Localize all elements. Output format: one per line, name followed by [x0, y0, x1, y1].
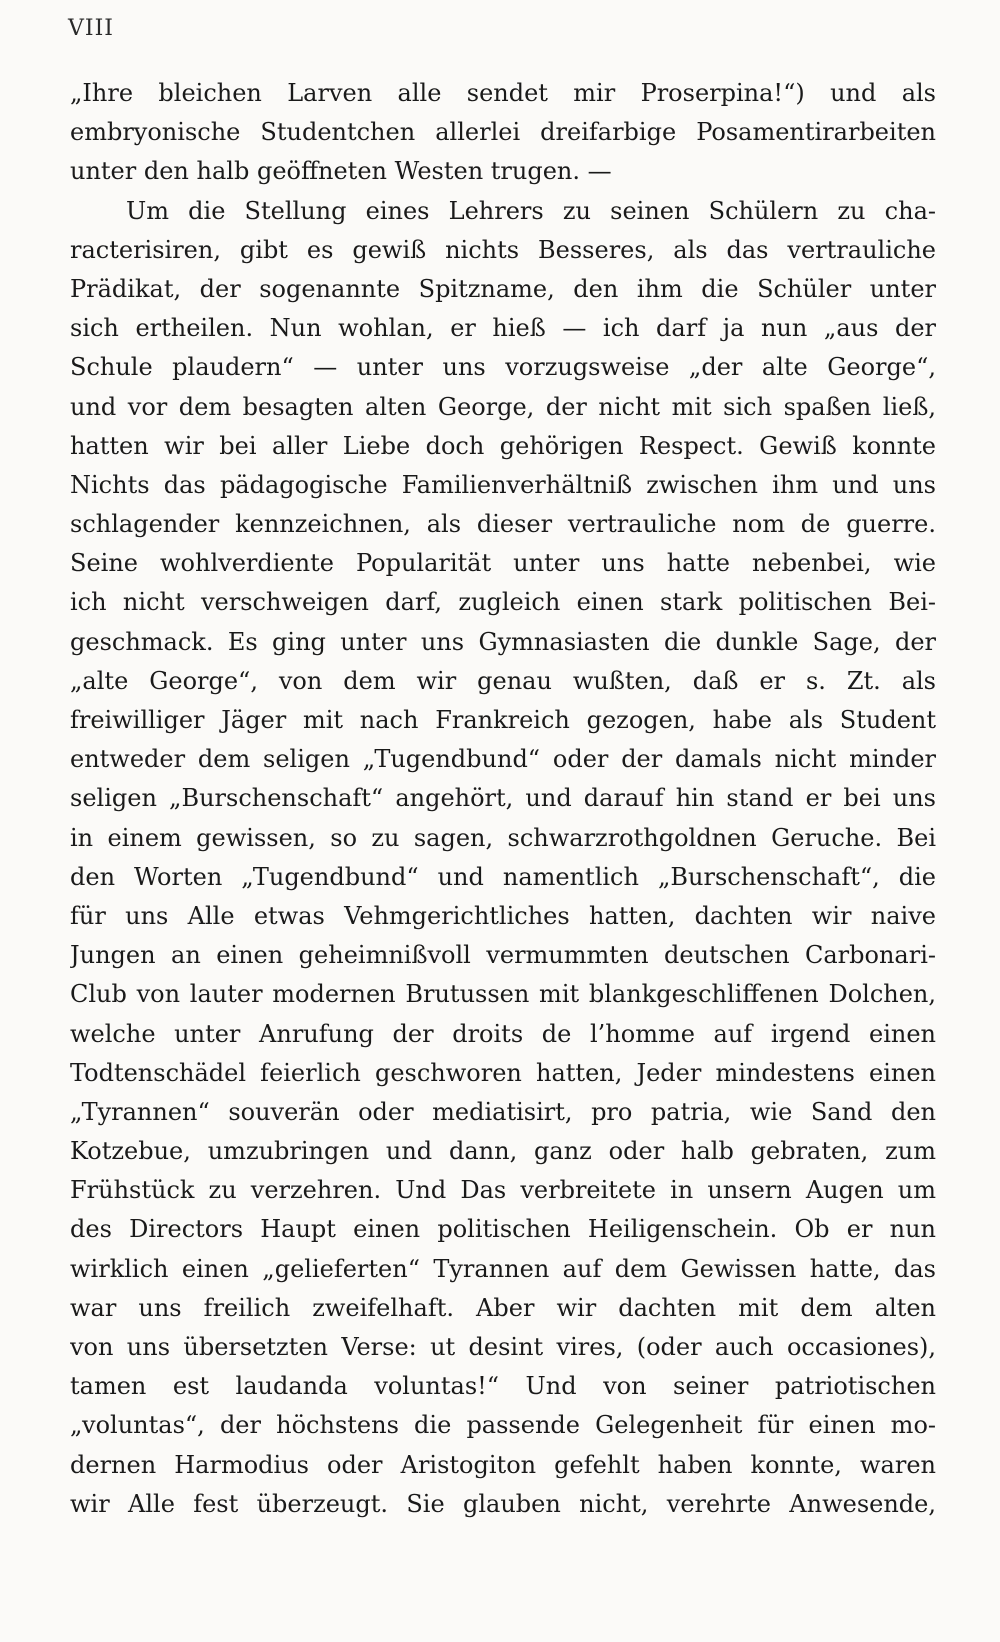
- text-line: entweder dem seligen „Tugendbund“ oder der damals nicht minder: [70, 745, 936, 774]
- text-line: Seine wohlverdiente Popularität unter uns hatte nebenbei, wie: [70, 549, 936, 578]
- text-line: von uns übersetzten Verse: ut desint vires, (oder auch occasiones),: [70, 1333, 936, 1361]
- text-line: Schule plaudern“ — unter uns vorzugsweise „der alte George“,: [70, 353, 936, 382]
- text-line: seligen „Burschenschaft“ angehört, und darauf hin stand er bei uns: [70, 784, 936, 813]
- text-line: racterisiren, gibt es gewiß nichts Besseres, als das vertrauliche: [70, 235, 936, 264]
- text-line: Jungen an einen geheimnißvoll vermummten deutschen Carbonari-: [70, 941, 936, 970]
- text-line: geschmack. Es ging unter uns Gymnasiasten die dunkle Sage, der: [70, 627, 936, 656]
- text-line: sich ertheilen. Nun wohlan, er hieß — ich darf ja nun „aus der: [70, 314, 936, 343]
- text-line: welche unter Anrufung der droits de l’homme auf irgend einen: [70, 1019, 936, 1048]
- text-line: hatten wir bei aller Liebe doch gehörigen Respect. Gewiß konnte: [70, 431, 936, 460]
- page-number: VIII: [68, 16, 114, 41]
- text-line: Club von lauter modernen Brutussen mit blankgeschliffenen Dolchen,: [70, 980, 936, 1009]
- text-line: für uns Alle etwas Vehmgerichtliches hatten, dachten wir naive: [70, 901, 936, 930]
- text-line: den Worten „Tugendbund“ und namentlich „Burschenschaft“, die: [70, 862, 936, 891]
- text-line: ich nicht verschweigen darf, zugleich einen stark politischen Bei-: [70, 588, 936, 617]
- text-line: in einem gewissen, so zu sagen, schwarzrothgoldnen Geruche. Bei: [70, 823, 936, 852]
- text-line: Um die Stellung eines Lehrers zu seinen Schülern zu cha-: [126, 196, 936, 225]
- text-line: Kotzebue, umzubringen und dann, ganz oder halb gebraten, zum: [70, 1137, 936, 1166]
- text-line: embryonische Studentchen allerlei dreifarbige Posamentirarbeiten: [70, 118, 936, 147]
- text-line: Nichts das pädagogische Familienverhältniß zwischen ihm und uns: [70, 470, 936, 499]
- text-line: „Ihre bleichen Larven alle sendet mir Proserpina!“) und als: [70, 79, 936, 107]
- text-line: tamen est laudanda voluntas!“ Und von seiner patriotischen: [70, 1372, 936, 1401]
- text-line: Frühstück zu verzehren. Und Das verbreitete in unsern Augen um: [70, 1176, 936, 1205]
- text-line: „alte George“, von dem wir genau wußten, daß er s. Zt. als: [70, 666, 936, 695]
- text-line: und vor dem besagten alten George, der nicht mit sich spaßen ließ,: [70, 392, 936, 421]
- text-line: „voluntas“, der höchstens die passende Gelegenheit für einen mo-: [70, 1411, 936, 1440]
- text-line: wir Alle fest überzeugt. Sie glauben nicht, verehrte Anwesende,: [70, 1489, 936, 1518]
- text-line: war uns freilich zweifelhaft. Aber wir dachten mit dem alten: [70, 1293, 936, 1322]
- text-line: freiwilliger Jäger mit nach Frankreich gezogen, habe als Student: [70, 706, 936, 734]
- text-line: „Tyrannen“ souverän oder mediatisirt, pro patria, wie Sand den: [70, 1097, 936, 1126]
- text-line: des Directors Haupt einen politischen Heiligenschein. Ob er nun: [70, 1215, 936, 1244]
- body-text: [70, 74, 936, 1524]
- text-line: schlagender kennzeichnen, als dieser vertrauliche nom de guerre.: [70, 510, 936, 539]
- text-line: Todtenschädel feierlich geschworen hatten, Jeder mindestens einen: [70, 1058, 936, 1087]
- text-line: dernen Harmodius oder Aristogiton gefehlt haben konnte, waren: [70, 1450, 936, 1479]
- text-line: unter den halb geöffneten Westen trugen. —: [70, 157, 612, 186]
- text-line: Prädikat, der sogenannte Spitzname, den ihm die Schüler unter: [70, 274, 936, 303]
- text-line: wirklich einen „gelieferten“ Tyrannen auf dem Gewissen hatte, das: [70, 1254, 936, 1283]
